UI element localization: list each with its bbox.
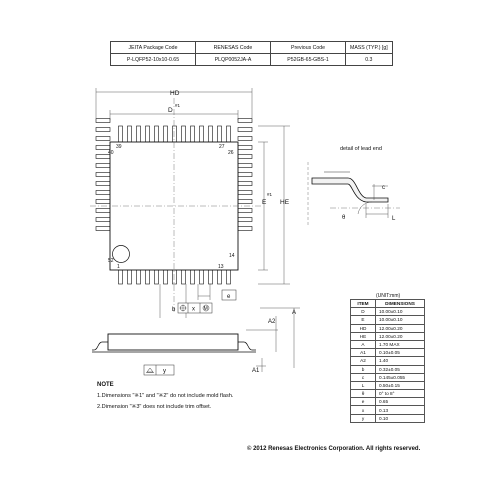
dimension-value: 10.00±0.10 <box>376 308 425 316</box>
value-jeita: P-LQFP52-10x10-0.65 <box>111 54 196 66</box>
value-previous: P52GB-65-GBS-1 <box>271 54 346 66</box>
dimension-item: θ <box>351 390 376 398</box>
top-lead <box>146 126 150 142</box>
top-lead <box>200 126 204 142</box>
dimension-row <box>351 357 425 365</box>
b-label: b <box>172 307 176 313</box>
e-mark: #1 <box>267 192 273 197</box>
bottom-lead <box>191 270 195 284</box>
a1-label: A1 <box>252 368 260 374</box>
dimension-value: 0.13 <box>376 406 425 414</box>
top-lead <box>173 126 177 142</box>
dimension-row <box>351 365 425 373</box>
top-lead <box>155 126 159 142</box>
hd-label: HD <box>170 90 180 97</box>
mmc-m-label: M <box>203 306 208 312</box>
dimension-unit: (UNIT:mm) <box>376 293 401 299</box>
a-label: A <box>292 310 297 316</box>
right-lead <box>238 128 252 132</box>
dimension-item: HE <box>351 332 376 340</box>
left-lead <box>96 200 110 204</box>
dimension-header-item: ITEM <box>351 300 376 308</box>
left-lead <box>96 164 110 168</box>
tolerance-x-label: x <box>192 306 195 313</box>
pin-40-label: 40 <box>108 150 114 156</box>
dimension-row <box>351 414 425 422</box>
dimension-row <box>351 340 425 348</box>
right-lead <box>238 119 252 123</box>
right-lead <box>238 182 252 186</box>
right-lead <box>238 209 252 213</box>
dimension-item: y <box>351 414 376 422</box>
top-lead <box>227 126 231 142</box>
top-lead <box>128 126 132 142</box>
value-mass: 0.3 <box>346 54 393 66</box>
dimension-value: 12.00±0.20 <box>376 324 425 332</box>
right-lead <box>238 137 252 141</box>
left-lead <box>96 218 110 222</box>
right-lead <box>238 200 252 204</box>
dimension-row <box>351 390 425 398</box>
dimension-item: D <box>351 308 376 316</box>
a2-label: A2 <box>268 319 276 325</box>
bottom-lead <box>173 270 177 284</box>
left-lead <box>96 119 110 123</box>
notes-title: NOTE <box>97 382 114 388</box>
bottom-lead <box>128 270 132 284</box>
detail-l-label: L <box>392 216 396 222</box>
top-lead <box>182 126 186 142</box>
bottom-lead <box>155 270 159 284</box>
top-lead <box>137 126 141 142</box>
side-lead-right <box>238 342 256 350</box>
pin-27-label: 27 <box>219 144 225 150</box>
dimension-table-header <box>351 300 425 308</box>
left-lead <box>96 227 110 231</box>
dimension-item: L <box>351 381 376 389</box>
note-line-1: 1.Dimensions "※1" and "※2" do not include mold flash. <box>97 393 234 399</box>
left-lead <box>96 209 110 213</box>
bottom-lead <box>209 270 213 284</box>
dimension-value: 0.50±0.15 <box>376 381 425 389</box>
side-lead-left <box>92 342 108 350</box>
detail-title: detail of lead end <box>340 146 382 152</box>
dimension-value: 0.32±0.05 <box>376 365 425 373</box>
top-lead <box>218 126 222 142</box>
side-view-body <box>108 334 238 350</box>
dimension-item: e <box>351 398 376 406</box>
right-lead <box>238 155 252 159</box>
dimension-row <box>351 381 425 389</box>
header-jeita: JEITA Package Code <box>111 42 196 54</box>
pin-13-label: 13 <box>218 264 224 270</box>
left-lead <box>96 191 110 195</box>
dimension-row <box>351 349 425 357</box>
dimension-row <box>351 316 425 324</box>
dimension-value: 10.00±0.10 <box>376 316 425 324</box>
e-label: E <box>262 199 267 206</box>
detail-lead-profile <box>312 178 388 202</box>
top-lead <box>119 126 123 142</box>
right-lead <box>238 164 252 168</box>
dimension-value: 12.00±0.20 <box>376 332 425 340</box>
detail-theta-label: θ <box>342 215 346 221</box>
bottom-lead <box>146 270 150 284</box>
header-mass: MASS (TYP.) [g] <box>346 42 393 54</box>
dimension-item: E <box>351 316 376 324</box>
top-lead <box>191 126 195 142</box>
dimension-value: 0° to 8° <box>376 390 425 398</box>
pin-39-label: 39 <box>116 144 122 150</box>
right-lead <box>238 146 252 150</box>
pitch-e-label: e <box>227 294 231 300</box>
flatness-y-label: y <box>163 368 166 375</box>
dimension-item: x <box>351 406 376 414</box>
dimension-value: 0.10±0.05 <box>376 349 425 357</box>
dimension-value: 1.40 <box>376 357 425 365</box>
pin-26-label: 26 <box>228 150 234 156</box>
dimension-value: 0.65 <box>376 398 425 406</box>
top-lead <box>209 126 213 142</box>
bottom-lead <box>137 270 141 284</box>
value-renesas: PLQP0052JA-A <box>196 54 271 66</box>
left-lead <box>96 128 110 132</box>
right-lead <box>238 191 252 195</box>
dimension-item: b <box>351 365 376 373</box>
dimension-item: A <box>351 340 376 348</box>
dimension-row <box>351 324 425 332</box>
dimension-item: HD <box>351 324 376 332</box>
notes-block <box>97 380 233 413</box>
left-lead <box>96 182 110 186</box>
left-lead <box>96 146 110 150</box>
dimension-value: 1.70 MAX <box>376 340 425 348</box>
note-line-2: 2.Dimension "※3" does not include trim offset. <box>97 404 212 410</box>
dimension-value: 0.10 <box>376 414 425 422</box>
copyright-text: © 2012 Renesas Electronics Corporation. All rights reserved. <box>247 446 421 452</box>
dimension-item: A2 <box>351 357 376 365</box>
left-lead <box>96 173 110 177</box>
dimension-item: A1 <box>351 349 376 357</box>
bottom-lead <box>218 270 222 284</box>
bottom-lead <box>227 270 231 284</box>
dimension-row <box>351 332 425 340</box>
top-lead <box>164 126 168 142</box>
left-lead <box>96 137 110 141</box>
right-lead <box>238 173 252 177</box>
dimension-item: c <box>351 373 376 381</box>
dimension-table <box>350 299 425 423</box>
bottom-lead <box>119 270 123 284</box>
right-lead <box>238 227 252 231</box>
bottom-lead <box>182 270 186 284</box>
pin-1-label: 1 <box>117 264 120 270</box>
header-renesas: RENESAS Code <box>196 42 271 54</box>
d-label: D <box>168 107 173 114</box>
bottom-lead <box>200 270 204 284</box>
dimension-row <box>351 308 425 316</box>
dimension-value: 0.145±0.055 <box>376 373 425 381</box>
dimension-header-dimensions: DIMENSIONS <box>376 300 425 308</box>
bottom-lead <box>164 270 168 284</box>
dimension-row <box>351 398 425 406</box>
dimension-row <box>351 406 425 414</box>
pin-52-label: 52 <box>108 258 114 264</box>
d-mark: #1 <box>175 103 181 108</box>
he-label: HE <box>280 199 290 206</box>
dimension-row <box>351 373 425 381</box>
pin-14-label: 14 <box>229 253 235 259</box>
header-previous: Previous Code <box>271 42 346 54</box>
detail-c-label: c <box>382 185 385 191</box>
dimension-table-body <box>351 308 425 423</box>
right-lead <box>238 218 252 222</box>
